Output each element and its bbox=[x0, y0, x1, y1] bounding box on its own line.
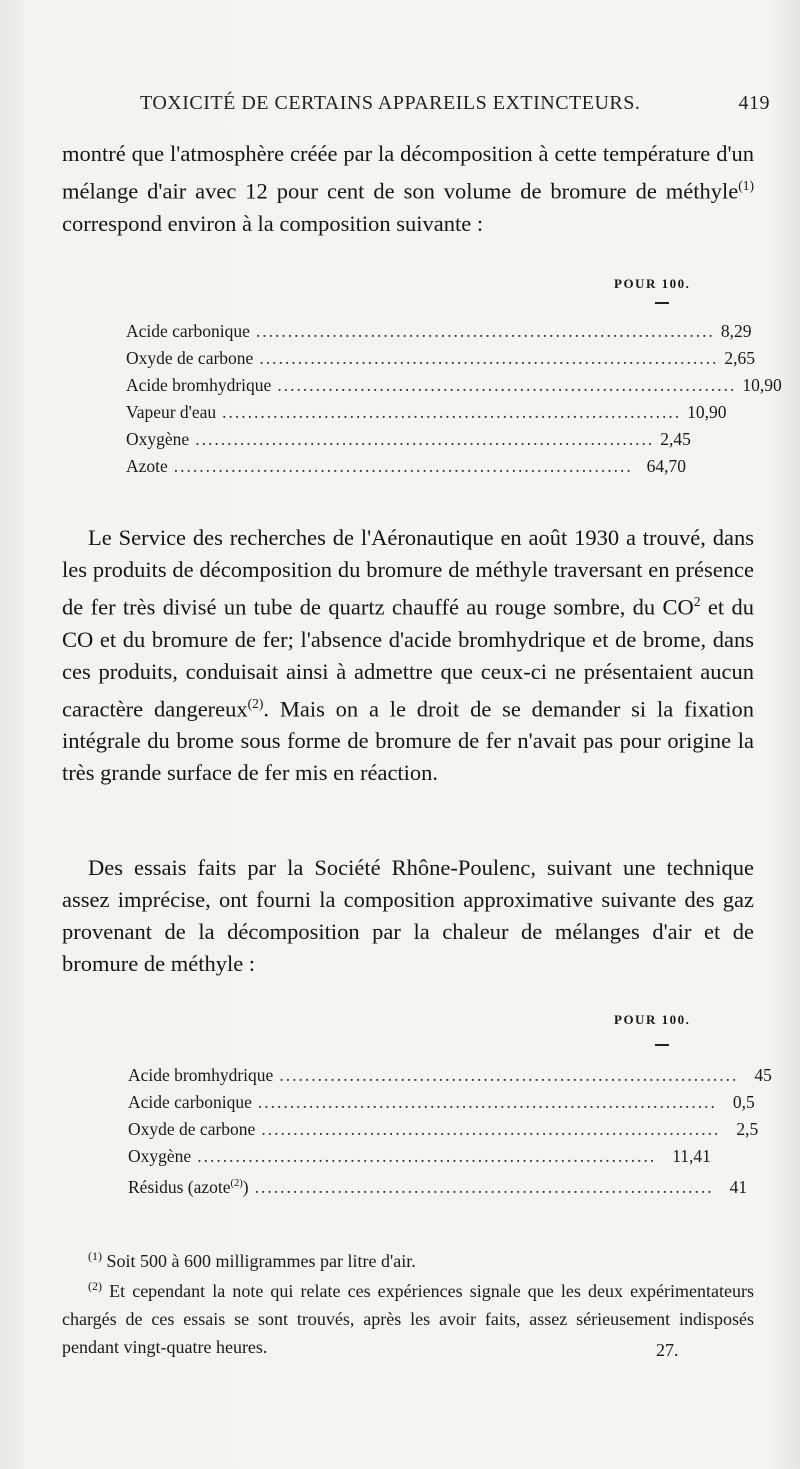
row-value: 10,90 bbox=[742, 375, 782, 395]
dot-leader: ........................................................................ bbox=[277, 375, 737, 395]
row-value: 2,45 bbox=[660, 429, 691, 449]
row-label: Oxyde de carbone bbox=[126, 348, 254, 368]
footnote-2-mark: (2) bbox=[88, 1279, 102, 1293]
dot-leader: ........................................................................ bbox=[279, 1065, 739, 1085]
table-row bbox=[128, 1116, 759, 1143]
table-row bbox=[126, 453, 686, 480]
dot-leader: ........................................................................ bbox=[255, 321, 715, 341]
row-label: Acide carbonique bbox=[126, 321, 250, 341]
row-label: Acide bromhydrique bbox=[126, 375, 272, 395]
row-value: 2,65 bbox=[724, 348, 755, 368]
page-number: 419 bbox=[738, 92, 770, 114]
footnote-ref-2: (2) bbox=[247, 695, 264, 711]
dot-leader: ........................................................................ bbox=[173, 456, 633, 476]
table-row bbox=[126, 399, 727, 426]
dot-leader: ........................................................................ bbox=[197, 1146, 657, 1166]
table-row bbox=[126, 426, 691, 453]
table-row bbox=[128, 1170, 748, 1197]
footnote-ref-2-table: (2) bbox=[230, 1178, 243, 1189]
paragraph-1-text-a: montré que l'atmosphère créée par la décomposition à cette température d'un mélange d'air avec 12 pour cent de son volume de bromure de méthyle bbox=[62, 141, 754, 204]
table-1-header: POUR 100. bbox=[614, 276, 691, 291]
row-value: 41 bbox=[729, 1176, 748, 1197]
dot-leader: ........................................................................ bbox=[259, 348, 719, 368]
row-label: Acide bromhydrique bbox=[128, 1065, 274, 1085]
paragraph-1 bbox=[62, 138, 754, 240]
table-2-header-dash bbox=[655, 1044, 669, 1046]
row-label: Azote bbox=[126, 456, 168, 476]
table-row bbox=[126, 345, 755, 372]
paragraph-2-text-c: . Mais on a le droit de se demander si la fixation intégrale du brome sous forme de bromure de fer n'avait pas pour origine la très grande surface de fer mis en réaction. bbox=[62, 696, 755, 785]
row-label: Vapeur d'eau bbox=[126, 402, 217, 422]
row-label: Oxygène bbox=[128, 1146, 192, 1166]
table-row bbox=[128, 1143, 711, 1170]
footnote-1 bbox=[62, 1242, 754, 1275]
dot-leader: ........................................................................ bbox=[195, 429, 655, 449]
table-row bbox=[128, 1062, 772, 1089]
dot-leader: ........................................................................ bbox=[254, 1176, 714, 1197]
composition-table-1 bbox=[126, 318, 782, 480]
table-row bbox=[126, 318, 752, 345]
row-label bbox=[128, 1170, 249, 1201]
footnote-1-mark: (1) bbox=[88, 1249, 102, 1263]
row-value: 8,29 bbox=[720, 321, 752, 341]
co2-subscript: 2 bbox=[693, 594, 701, 609]
row-label-text: Résidus (azote bbox=[128, 1176, 231, 1197]
row-value: 2,5 bbox=[736, 1119, 759, 1139]
table-row bbox=[128, 1089, 755, 1116]
row-label: Acide carbonique bbox=[128, 1092, 252, 1112]
row-value: 64,70 bbox=[646, 456, 686, 476]
row-value: 10,90 bbox=[687, 402, 727, 422]
row-value: 11,41 bbox=[672, 1146, 711, 1166]
row-label-close: ) bbox=[242, 1176, 249, 1197]
dot-leader: ........................................................................ bbox=[261, 1119, 721, 1139]
paragraph-2 bbox=[62, 522, 754, 789]
row-value: 45 bbox=[754, 1065, 772, 1085]
table-2-header: POUR 100. bbox=[614, 1012, 691, 1027]
row-value: 0,5 bbox=[732, 1092, 755, 1112]
footnote-2 bbox=[62, 1272, 754, 1361]
footnote-2-text: Et cependant la note qui relate ces expériences signale que les deux expérimentateurs chargés de ces essais se sont trouvés, après les avoir faits, assez sérieusement indisposés pendant vingt-quatre heures. bbox=[62, 1281, 755, 1357]
row-label: Oxyde de carbone bbox=[128, 1119, 256, 1139]
paragraph-2-text-b: et du CO et du bromure de fer; l'absence d'acide bromhydrique et de brome, dans ces produits, conduisait ainsi à admettre que ceux-ci ne présentaient aucun caractère dangereux bbox=[62, 594, 754, 721]
signature-mark: 27. bbox=[656, 1340, 679, 1360]
composition-table-2 bbox=[128, 1062, 772, 1197]
table-1-header-dash bbox=[655, 302, 669, 304]
dot-leader: ........................................................................ bbox=[257, 1092, 717, 1112]
paragraph-2-text-a: Le Service des recherches de l'Aéronautique en août 1930 a trouvé, dans les produits de décomposition du bromure de méthyle traversant en présence de fer très divisé un tube de quartz chauffé au rouge sombre, du CO bbox=[62, 525, 754, 620]
header-title: TOXICITÉ DE CERTAINS APPAREILS EXTINCTEURS. bbox=[140, 92, 641, 114]
paragraph-1-text-b: correspond environ à la composition suivante : bbox=[62, 210, 484, 236]
row-label: Oxygène bbox=[126, 429, 190, 449]
dot-leader: ........................................................................ bbox=[222, 402, 682, 422]
paragraph-3: Des essais faits par la Société Rhône-Poulenc, suivant une technique assez imprécise, ont fourni la composition approximative suivante des gaz provenant de la décomposition par la chaleur de mélanges d'air et de bromure de méthyle : bbox=[62, 855, 754, 976]
footnote-1-text: Soit 500 à 600 milligrammes par litre d'air. bbox=[106, 1251, 416, 1271]
footnote-ref-1: (1) bbox=[738, 178, 754, 193]
table-row bbox=[126, 372, 782, 399]
